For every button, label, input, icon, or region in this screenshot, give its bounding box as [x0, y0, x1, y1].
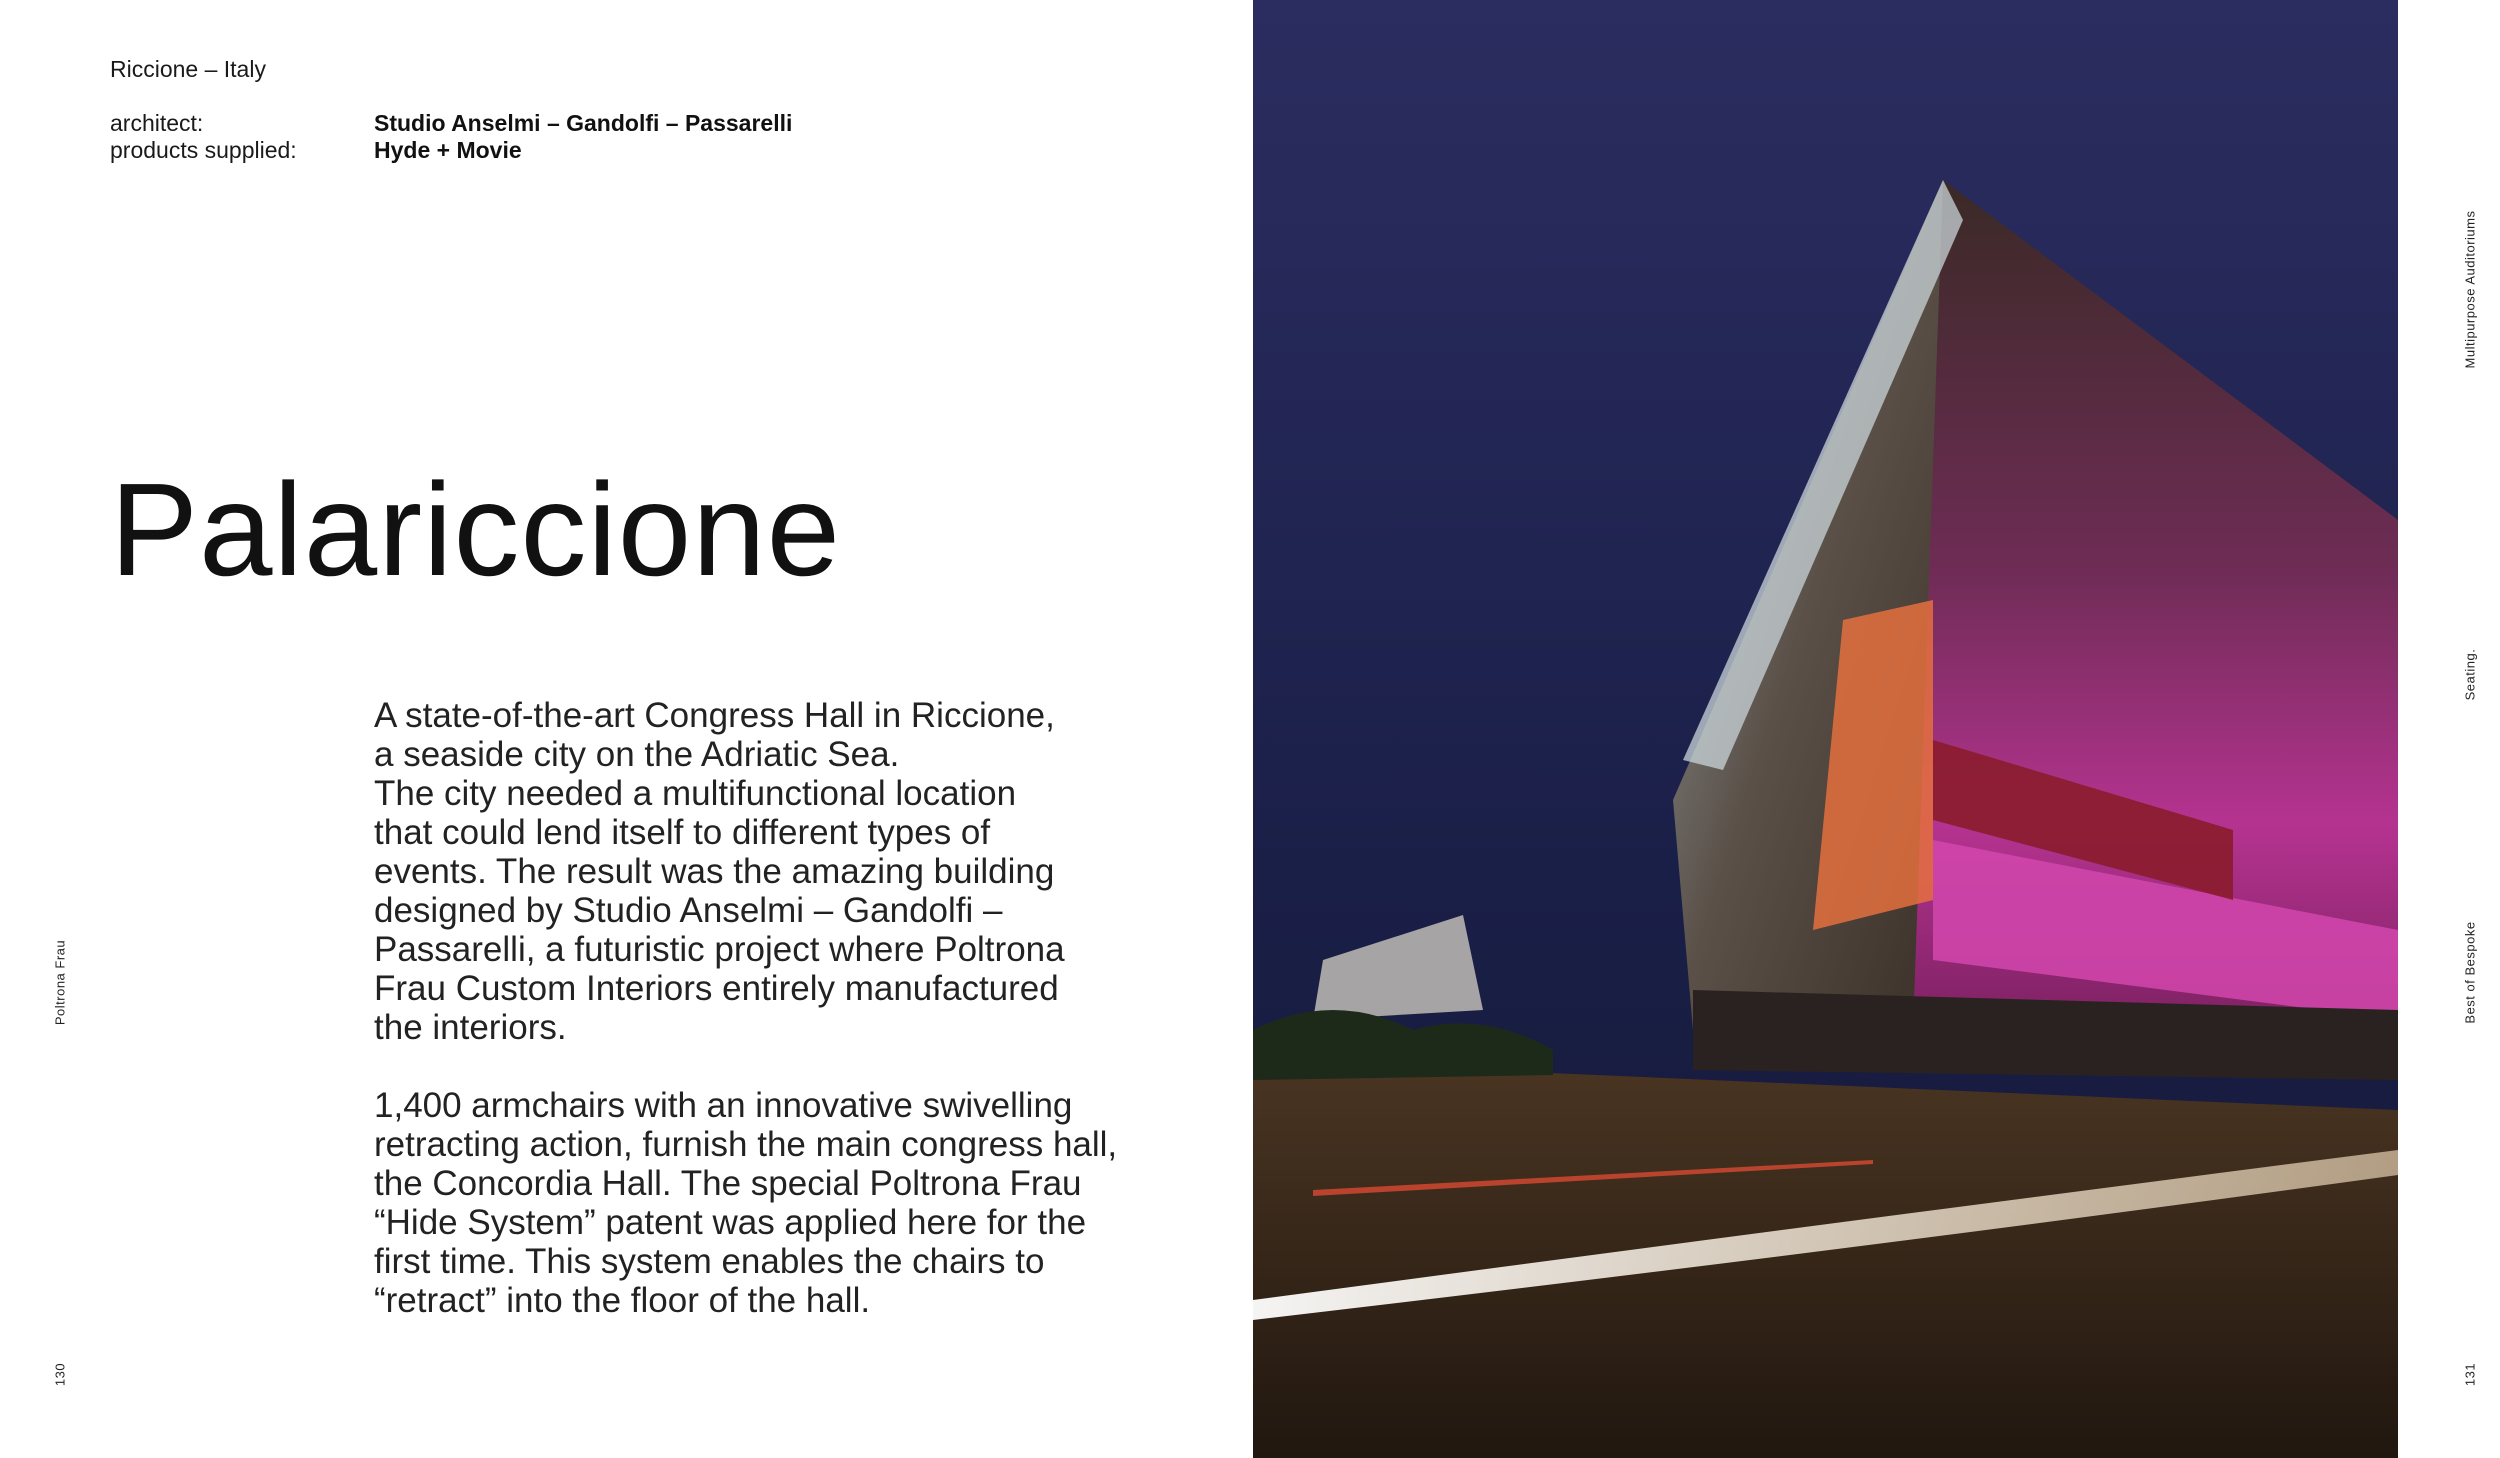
meta-value-products: Hyde + Movie [374, 137, 522, 163]
text-line: A state-of-the-art Congress Hall in Riccione, [374, 696, 1055, 735]
text-line: a seaside city on the Adriatic Sea. [374, 735, 900, 774]
side-label-collection: Best of Bespoke [2462, 921, 2478, 1024]
road [1253, 1060, 2398, 1458]
text-line: first time. This system enables the chairs to [374, 1242, 1045, 1281]
meta-row-architect [110, 110, 792, 137]
page-number-right: 131 [2462, 1362, 2478, 1387]
text-line: designed by Studio Anselmi – Gandolfi – [374, 891, 1003, 930]
text-line: retracting action, furnish the main congress hall, [374, 1125, 1118, 1164]
body-text [374, 696, 1194, 1320]
text-line: “Hide System” patent was applied here for the [374, 1203, 1087, 1242]
meta-label-architect: architect: [110, 110, 204, 136]
building-photo [1253, 0, 2398, 1458]
side-label-section: Multipurpose Auditoriums [2462, 210, 2478, 369]
side-label-category: Seating. [2462, 648, 2478, 701]
text-line: the Concordia Hall. The special Poltrona Frau [374, 1164, 1082, 1203]
text-line: events. The result was the amazing building [374, 852, 1055, 891]
text-line: the interiors. [374, 1008, 567, 1047]
meta-label-products: products supplied: [110, 137, 297, 163]
text-line: that could lend itself to different types of [374, 813, 991, 852]
paragraph-1 [374, 696, 1194, 1047]
right-margin [2398, 0, 2500, 1458]
meta-row-products [110, 137, 792, 164]
page-number-left: 130 [52, 1362, 68, 1387]
text-line: 1,400 armchairs with an innovative swivelling [374, 1086, 1073, 1125]
project-meta [110, 110, 792, 164]
location-label: Riccione – Italy [110, 56, 266, 82]
text-line: Frau Custom Interiors entirely manufactured [374, 969, 1059, 1008]
side-label-brand: Poltrona Frau [52, 939, 68, 1026]
text-line: “retract” into the floor of the hall. [374, 1281, 871, 1320]
page-title: Palariccione [110, 456, 842, 603]
meta-value-architect: Studio Anselmi – Gandolfi – Passarelli [374, 110, 793, 136]
paragraph-2 [374, 1086, 1194, 1320]
text-line: Passarelli, a futuristic project where Poltrona [374, 930, 1065, 969]
text-line: The city needed a multifunctional location [374, 774, 1017, 813]
